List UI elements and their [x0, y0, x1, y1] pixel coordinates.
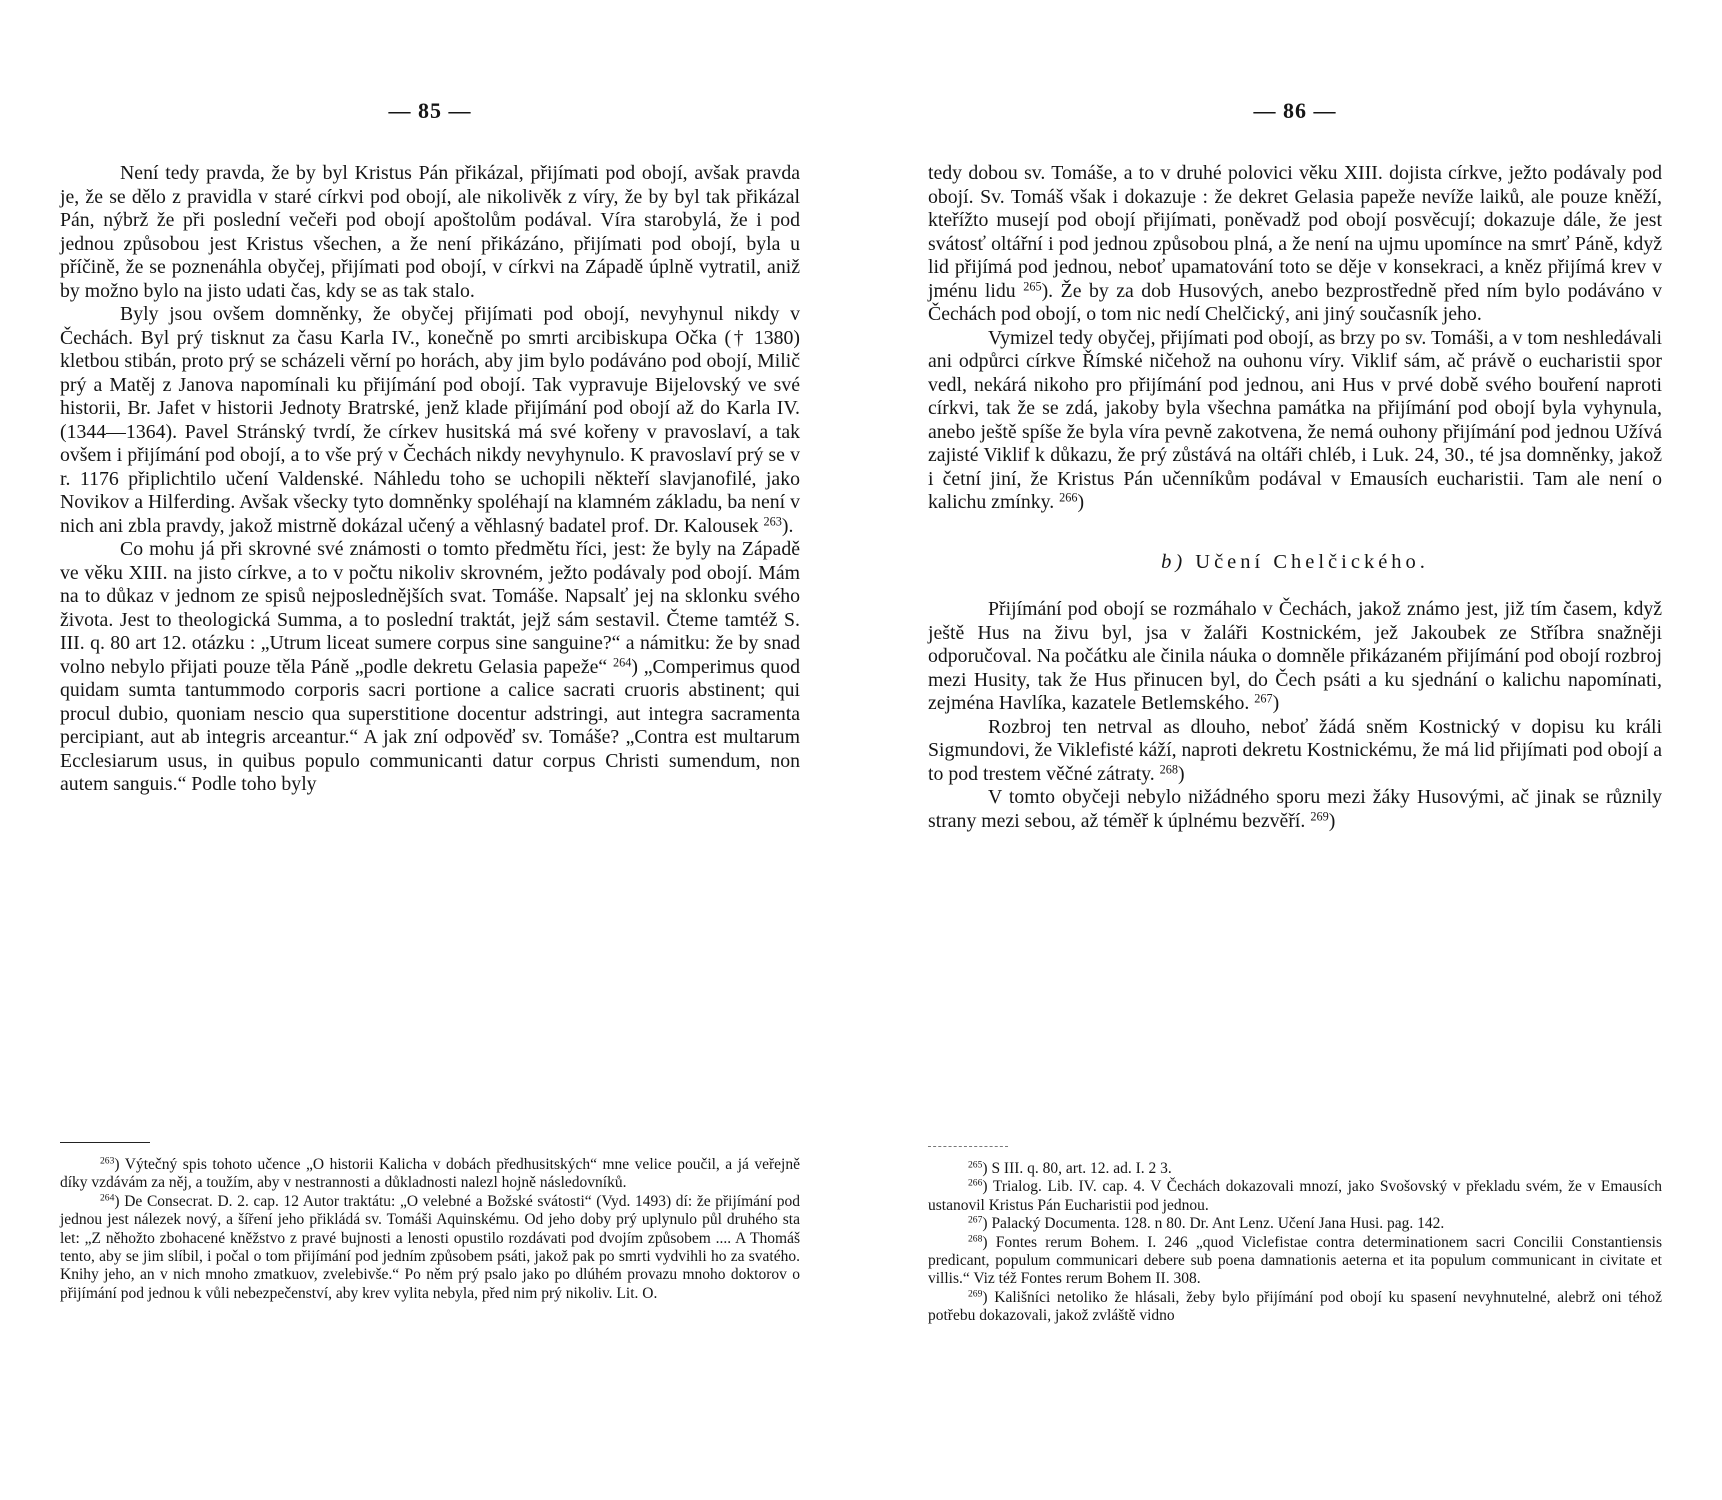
footnote-ref: 266	[1059, 490, 1078, 505]
paragraph-text: ). Že by za dob Husových, anebo bezprostředně před ním bylo podáváno v Čechách pod obojí, o tom nic nedí Chelčický, ani jiný současník jeho.	[928, 279, 1662, 325]
paragraph-text: tedy dobou sv. Tomáše, a to v druhé polovici věku XIII. dojista církve, ježto podávaly pod obojí. Sv. Tomáš však i dokazuje : že dekret Gelasia papeže nevíže laiků, ale pouze kněží, kteřížto musejí pod obojí přijímati, poněvadž pod obojí posvěcují; dokazuje dále, že jest svátosť oltářní i pod jednou způsobou plná, a že není na ujmu upomínce na smrť Páně, když lid přijímá pod jednou, neboť upamatování toto se děje v konsekraci, a kněz přijímá krev v jménu lidu	[928, 162, 1662, 302]
footnote-text: Fontes rerum Bohem. I. 246 „quod Viclefistae contra determinationem sacri Concilii Constantiensis predicant, populum communicari debere sub poena damnationis aeterna et ita populum communicant in civitate et villis.“ Viz též Fontes rerum Bohem II. 308.	[928, 1233, 1662, 1288]
paragraph: Byly jsou ovšem domněnky, že obyčej přijímati pod obojí, nevyhynul nikdy v Čechách. Byl prý tisknut za času Karla IV., konečně po smrti arcibiskupa Očka († 1380) kletbou stibán, proto prý se scházeli věrní po horách, aby jim bylo podáváno pod obojí, Milič prý a Matěj z Janova napomínali ku přijímání pod obojí. Tak vypravuje Bijelovský ve své historii, Br. Jafet v historii Jednoty Bratrské, jenž klade přijímání pod obojí až do Karla IV. (1344—1364). Pavel Stránský tvrdí, že církev husitská má své kořeny v pravoslaví, a tak ovšem i přijímání pod obojí, a to vše prý v Čechách nikdy nevyhynulo. K pravoslaví prý se v r. 1176 připlichtilo učení Valdenské. Náhledu toho se uchopili někteří slavjanofilé, jako Novikov a Hilferding. Avšak všecky tyto domněnky spoléhají na klamném základu, ba není v nich ani zbla pravdy, jakož mistrně dokázal učený a věhlasný badatel prof. Dr. Kalousek $^{263}$).	[60, 303, 800, 537]
paragraph-text: Byly jsou ovšem domněnky, že obyčej přijímati pod obojí, nevyhynul nikdy v Čechách. Byl prý tisknut za času Karla IV., konečně po smrti arcibiskupa Očka († 1380) kletbou stibán, proto prý se scházeli věrní po horách, aby jim bylo podáváno pod obojí, Milič prý a Matěj z Janova napomínali ku přijímání pod obojí. Tak vypravuje Bijelovský ve své historii, Br. Jafet v historii Jednoty Bratrské, jenž klade přijímání pod obojí až do Karla IV. (1344—1364). Pavel Stránský tvrdí, že církev husitská má své kořeny v pravoslaví, a tak ovšem i přijímání pod obojí, a to vše prý v Čechách nikdy nevyhynulo. K pravoslaví prý se v r. 1176 připlichtilo učení Valdenské. Náhledu toho se uchopili někteří slavjanofilé, jako Novikov a Hilferding. Avšak všecky tyto domněnky spoléhají na klamném základu, ba není v nich ani zbla pravdy, jakož mistrně dokázal učený a věhlasný badatel prof. Dr. Kalousek	[60, 303, 800, 537]
footnotes	[60, 1156, 800, 1303]
footnote-text: De Consecrat. D. 2. cap. 12 Autor traktátu: „O velebné a Božské svátosti“ (Vyd. 1493) dí: že přijímání pod jednou jest nálezek nový, a šíření jeho přikládá sv. Tomáši Aquinskému. Od jeho doby prý uplynulo půl druhého sta let: „Z něhožto zbohacené kněžstvo z pravé bujnosti a lenosti opustilo rozdávati pod dvojím způsobem .... A Thomáš tento, aby se jim slíbil, i počal o tom přijímání pod jedním způsobem psáti, jakož pak po smrti vydvihli ho za svatého. Knihy jeho, an v nich mnoho zmatkuov, zvelebivše.“ Po něm prý psalo jako po dlúhém provazu mnoho doktorov o přijímání pod jednou k vůli nebezpečenství, aby krev vylita nebyla, před nim prý nikoliv. Lit. O.	[60, 1192, 800, 1302]
paragraph: Přijímání pod obojí se rozmáhalo v Čechách, jakož známo jest, již tím časem, když ještě Hus na živu byl, jsa v žaláři Kostnickém, jež Jakoubek ze Stříbra snažněji odporučoval. Na počátku ale činila náuka o domněle přikázaném přijímání pod obojí rozbroj mezi Husity, tak že Hus přinucen byl, do Čech psáti a ku sjednání o kalichu napomínati, zejména Havlíka, kazatele Betlemského. $^{267}$)	[928, 598, 1662, 714]
footnote-text: Palacký Documenta. 128. n 80. Dr. Ant Lenz. Učení Jana Husi. pag. 142.	[991, 1215, 1445, 1233]
page-number: — 86 —	[1253, 98, 1337, 123]
page-86	[928, 0, 1662, 1500]
section-letter: b)	[1161, 550, 1187, 573]
page-85	[60, 0, 800, 1500]
paragraph: Není tedy pravda, že by byl Kristus Pán přikázal, přijímati pod obojí, avšak pravda je, že se dělo z pravidla v staré církvi pod obojí, ale nikolivěk z víry, že by byl tak přikázal Pán, nýbrž že při poslední večeři pod obojí apoštolům podával. Víra starobylá, že i pod jednou způsobou jest Kristus všechen, a že není přikázáno, přijímati pod obojí, byla u příčině, že se poznenáhla obyčej, přijímati pod obojí, v církvi na Západě úplně vytratil, aniž by možno bylo na jisto udati čas, kdy se as tak stalo.	[60, 162, 800, 302]
main-text	[928, 162, 1662, 833]
footnote-text: S III. q. 80, art. 12. ad. I. 2 3.	[991, 1160, 1172, 1177]
paragraph: Rozbroj ten netrval as dlouho, neboť žádá sněm Kostnický v dopisu ku králi Sigmundovi, že Viklefisté káží, naproti dekretu Kostnickému, že má lid přijímati pod obojí a to pod trestem věčné zátraty. $^{268}$)	[928, 715, 1662, 785]
footnote-divider	[60, 1142, 150, 1143]
footnote-text: Kališníci netoliko že hlásali, žeby bylo přijímání pod obojí ku spasení nevyhnutelné, alebrž oni téhož potřebu dokazovali, jakož zvláště vidno	[928, 1288, 1662, 1325]
paragraph: V tomto obyčeji nebylo nižádného sporu mezi žáky Husovými, ač jinak se různily strany mezi sebou, až téměř k úplnému bezvěří. $^{269}$)	[928, 786, 1662, 832]
footnote-number: 265	[968, 1159, 983, 1171]
paragraph-text: Vymizel tedy obyčej, přijímati pod obojí, as brzy po sv. Tomáši, a v tom neshledávali ani odpůrci církve Římské ničehož na ouhonu víry. Viklif sám, ač právě o eucharistii spor vedl, nekárá nikoho pro přijímání pod jednou, ani Hus v prvé době svého bouření naproti církvi, tak že se zdá, jakoby byla všechna památka na přijímání pod obojí byla vyhynula, anebo ještě spíše že byla víra pevně zakotvena, že nemá ouhony přijímání pod jednou Užívá zajisté Viklif k důkazu, že prý zůstává na oltáři chléb, i Luk. 24, 30., té jsa domněnky, jakož i četní jiní, že Kristus Pán učenníkům podával v Emausích eucharistii. Tam ale není o kalichu zmínky.	[928, 326, 1662, 513]
paragraph: Vymizel tedy obyčej, přijímati pod obojí, as brzy po sv. Tomáši, a v tom neshledávali ani odpůrci církve Římské ničehož na ouhonu víry. Viklif sám, ač právě o eucharistii spor vedl, nekárá nikoho pro přijímání pod jednou, ani Hus v prvé době svého bouření naproti církvi, tak že se zdá, jakoby byla všechna památka na přijímání pod obojí byla vyhynula, anebo ještě spíše že byla víra pevně zakotvena, že nemá ouhony přijímání pod jednou Užívá zajisté Viklif k důkazu, že prý zůstává na oltáři chléb, i Luk. 24, 30., té jsa domněnky, jakož i četní jiní, že Kristus Pán učenníkům podával v Emausích eucharistii. Tam ale není o kalichu zmínky. $^{266}$)	[928, 326, 1662, 513]
paragraph-text: Přijímání pod obojí se rozmáhalo v Čechách, jakož známo jest, již tím časem, když ještě Hus na živu byl, jsa v žaláři Kostnickém, jež Jakoubek ze Stříbra snažněji odporučoval. Na počátku ale činila náuka o domněle přikázaném přijímání pod obojí rozbroj mezi Husity, tak že Hus přinucen byl, do Čech psáti a ku sjednání o kalichu napomínati, zejména Havlíka, kazatele Betlemského.	[928, 598, 1662, 714]
footnotes	[928, 1160, 1662, 1326]
footnote: $^{265}$) S III. q. 80, art. 12. ad. I. 2 3.	[968, 1159, 1172, 1177]
footnote: $^{264}$) De Consecrat. D. 2. cap. 12 Autor traktátu: „O velebné a Božské svátosti“ (Vyd. 1493) dí: že přijímání pod jednou jest nálezek nový, a šíření jeho přikládá sv. Tomáši Aquinskému. Od jeho doby prý uplynulo půl druhého sta let: „Z něhožto zbohacené kněžstvo z pravé bujnosti a lenosti opustilo rozdávati pod dvojím způsobem .... A Thomáš tento, aby se jim slíbil, i počal o tom přijímání pod jedním způsobem psáti, jakož pak po smrti vydvihli ho za svatého. Knihy jeho, an v nich mnoho zmatkuov, zvelebivše.“ Po něm prý psalo jako po dlúhém provazu mnoho doktorov o přijímání pod jednou k vůli nebezpečenství, aby krev vylita nebyla, před nim prý nikoliv. Lit. O.	[60, 1192, 800, 1302]
footnote-text: Trialog. Lib. IV. cap. 4. V Čechách dokazovali mnozí, jako Svošovský v překladu svém, že v Emausích ustanovil Kristus Pán Eucharistii pod jednou.	[928, 1178, 1662, 1214]
footnote: $^{268}$) Fontes rerum Bohem. I. 246 „quod Viclefistae contra determinationem sacri Concilii Constantiensis predicant, populum communicari debere sub poena damnationis aeterna et ita populum communicant in civitate et villis.“ Viz též Fontes rerum Bohem II. 308.	[928, 1233, 1662, 1288]
section-title: Učení Chelčického.	[1195, 550, 1429, 573]
footnote-text: Výtečný spis tohoto učence „O historii Kalicha v dobách předhusitských“ mne velice poučil, a já veřejně díky vzdávám za něj, a toužím, aby v nestrannosti a důkladnosti nalezl hojně následovníků.	[60, 1156, 800, 1192]
paragraph-text: Rozbroj ten netrval as dlouho, neboť žádá sněm Kostnický v dopisu ku králi Sigmundovi, že Viklefisté káží, naproti dekretu Kostnickému, že má lid přijímati pod obojí a to pod trestem věčné zátraty.	[928, 715, 1662, 785]
footnote-number: 268	[968, 1233, 983, 1245]
paragraph: Co mohu já při skrovné své známosti o tomto předmětu říci, jest: že byly na Západě ve věku XIII. na jisto církve, a to v počtu nikoliv skrovném, ježto podávaly pod obojí. Mám na to důkaz v jednom ze spisů nejposlednějších svat. Tomáše. Napsalť jej na sklonku svého života. Jest to theologická Summa, a to poslední traktát, jejž sám sestavil. Čteme tamtéž S. III. q. 80 art 12. otázku : „Utrum liceat sumere corpus sine sanguine?“ a námitku: že by snad volno nebylo přijati pouze těla Páně „podle dekretu Gelasia papeže“ $^{264}$) „Comperimus quod quidam sumta tantummodo corporis sacri portione a calice sacrati cruoris abstinent; qui procul dubio, quoniam nescio qua superstitione docentur adstringi, aut integra sacramenta percipiant, aut ab integris arceantur.“ A jak zní odpověď sv. Tomáše? „Contra est multarum Ecclesiarum usus, in quibus populo communicanti datur corpus Christi sumendum, non autem sanguis.“ Podle toho byly	[60, 538, 800, 795]
footnote-ref: 268	[1159, 761, 1179, 776]
footnote: $^{267}$) Palacký Documenta. 128. n 80. Dr. Ant Lenz. Učení Jana Husi. pag. 142.	[968, 1214, 1445, 1233]
paragraph-text: „Comperimus quod quidam sumta tantummodo corporis sacri portione a calice sacrati cruoris abstinent; qui procul dubio, quoniam nescio qua superstitione docentur adstringi, aut integra sacramenta percipiant, aut ab integris arceantur.“ A jak zní odpověď sv. Tomáše? „Contra est multarum Ecclesiarum usus, in quibus populo communicanti datur corpus Christi sumendum, non autem sanguis.“ Podle toho byly	[60, 655, 800, 795]
footnote: $^{263}$) Výtečný spis tohoto učence „O historii Kalicha v dobách předhusitských“ mne velice poučil, a já veřejně díky vzdávám za něj, a toužím, aby v nestrannosti a důkladnosti nalezl hojně následovníků.	[60, 1155, 800, 1192]
footnote-number: 269	[968, 1288, 983, 1300]
footnote-ref: 263	[763, 513, 782, 528]
section-heading	[928, 551, 1662, 575]
main-text	[60, 162, 800, 797]
footnote-number: 267	[968, 1214, 983, 1226]
paragraph	[928, 162, 1662, 327]
paragraph-text: V tomto obyčeji nebylo nižádného sporu mezi žáky Husovými, ač jinak se různily strany mezi sebou, až téměř k úplnému bezvěří.	[928, 786, 1662, 832]
footnote-ref: 269	[1310, 808, 1329, 823]
page-number: — 85 —	[388, 98, 472, 123]
footnote-divider	[928, 1146, 1008, 1147]
footnote-number: 263	[100, 1155, 115, 1167]
footnote-ref: 267	[1254, 691, 1273, 706]
footnote-ref: 265	[1023, 278, 1042, 293]
paragraph-text: Co mohu já při skrovné své známosti o tomto předmětu říci, jest: že byly na Západě ve věku XIII. na jisto církve, a to v počtu nikoliv skrovném, ježto podávaly pod obojí. Mám na to důkaz v jednom ze spisů nejposlednějších svat. Tomáše. Napsalť jej na sklonku svého života. Jest to theologická Summa, a to poslední traktát, jejž sám sestavil. Čteme tamtéž S. III. q. 80 art 12. otázku : „Utrum liceat sumere corpus sine sanguine?“ a námitku: že by snad volno nebylo přijati pouze těla Páně „podle dekretu Gelasia papeže“	[60, 538, 800, 678]
footnote-number: 266	[968, 1178, 983, 1190]
footnote-number: 264	[100, 1192, 115, 1204]
footnote-ref: 264	[612, 654, 632, 669]
footnote: $^{266}$) Trialog. Lib. IV. cap. 4. V Čechách dokazovali mnozí, jako Svošovský v překladu svém, že v Emausích ustanovil Kristus Pán Eucharistii pod jednou.	[928, 1178, 1662, 1214]
footnote: $^{269}$) Kališníci netoliko že hlásali, žeby bylo přijímání pod obojí ku spasení nevyhnutelné, alebrž oni téhož potřebu dokazovali, jakož zvláště vidno	[928, 1288, 1662, 1325]
